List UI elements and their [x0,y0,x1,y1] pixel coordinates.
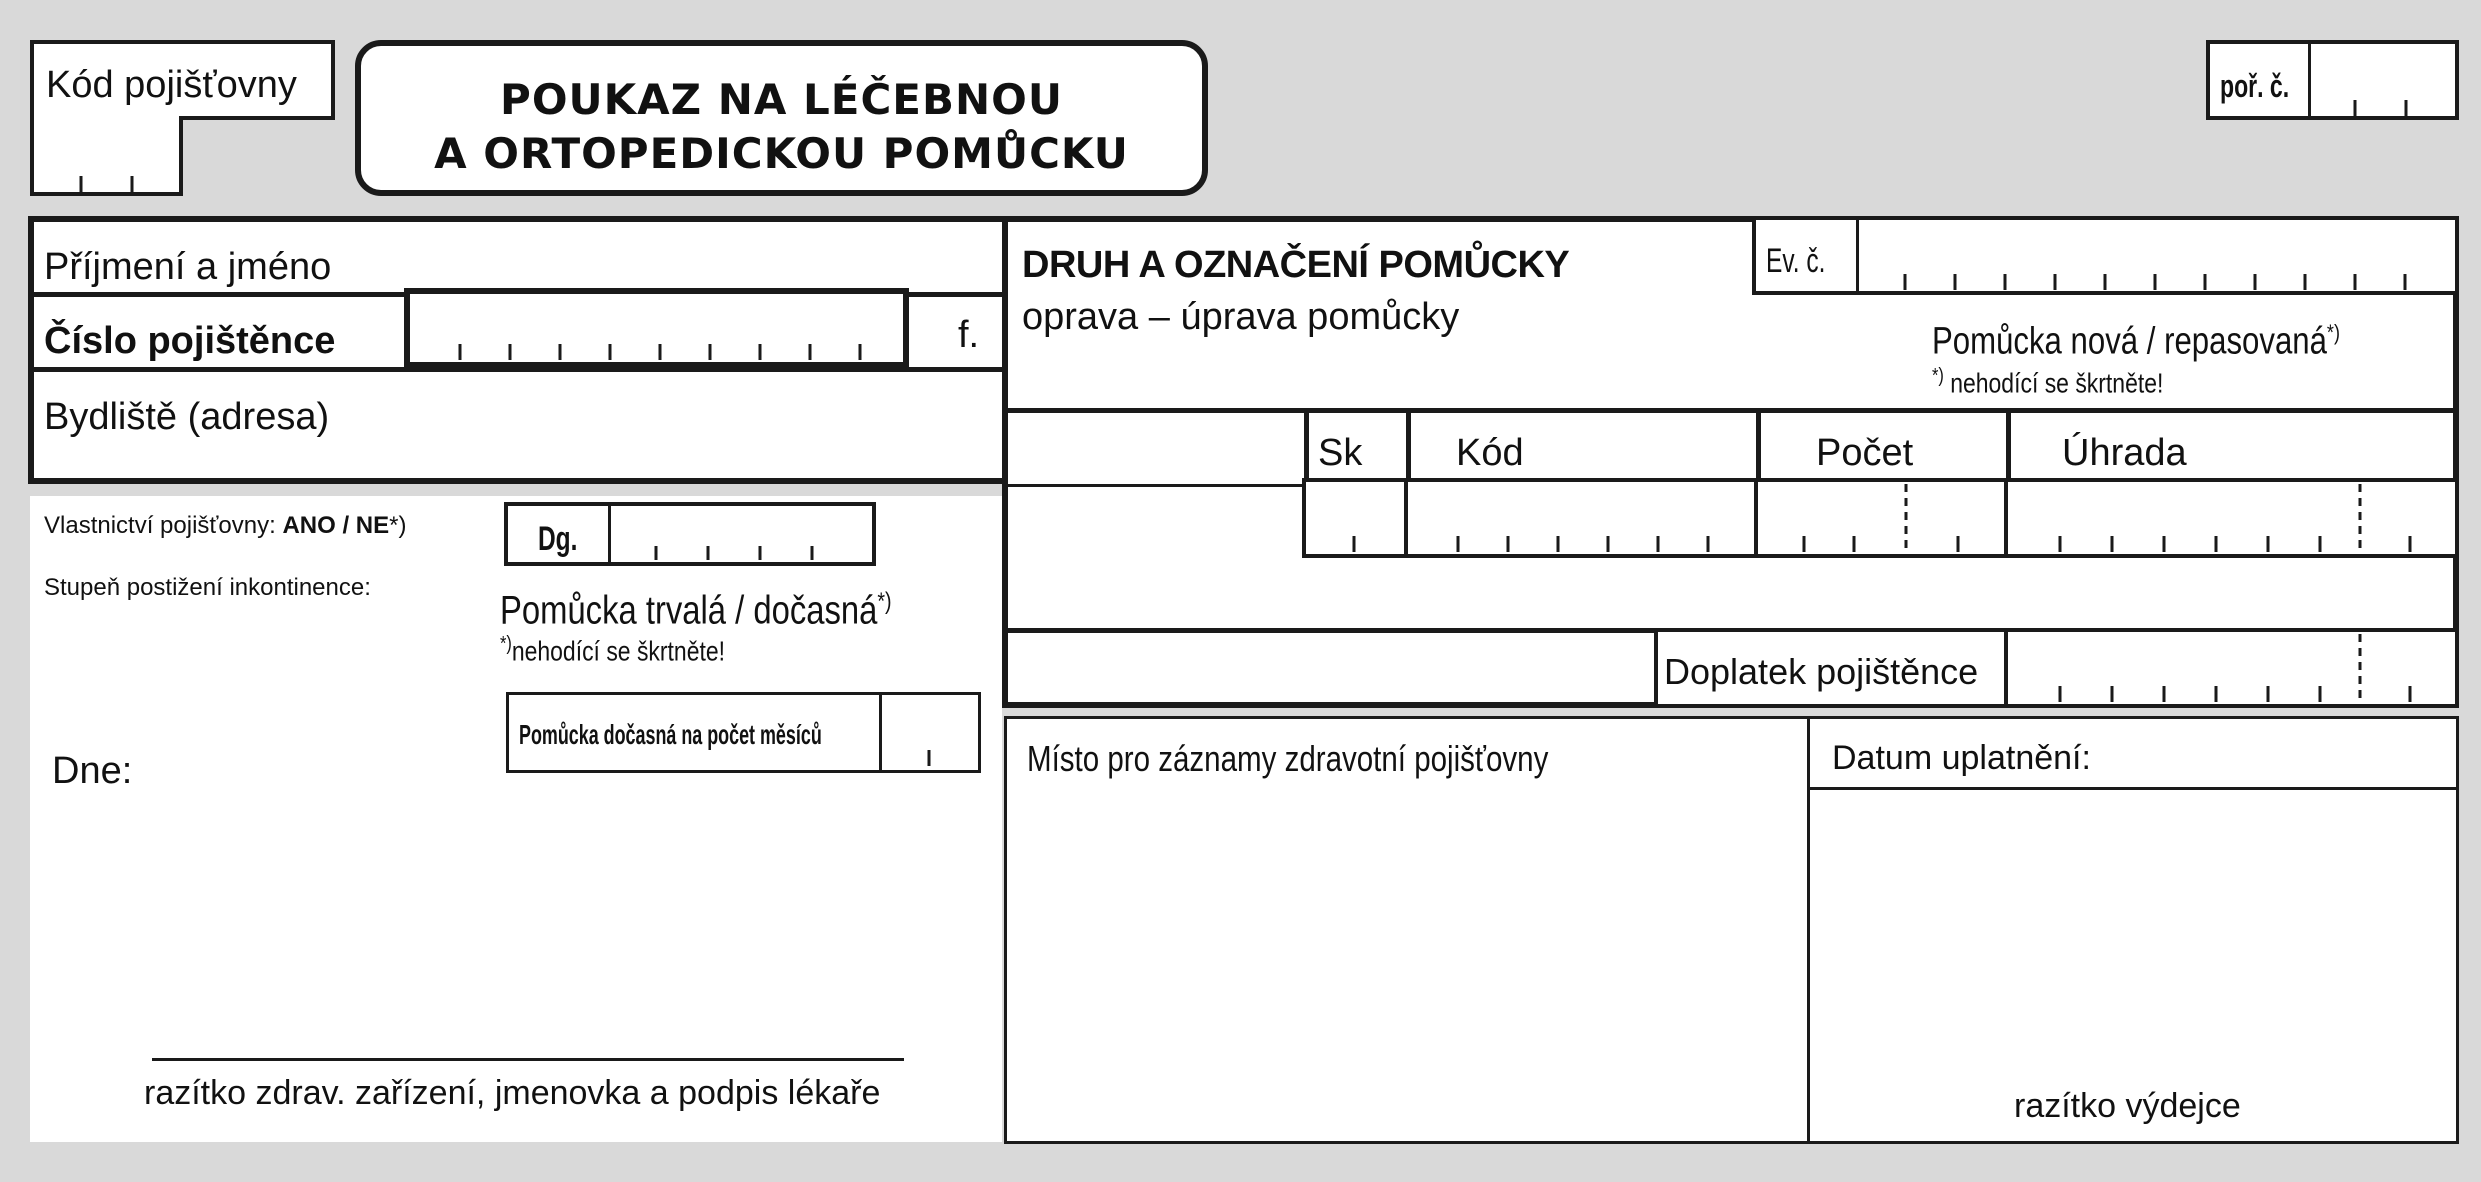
address-label: Bydliště (adresa) [44,396,330,438]
copay-ticks [2004,628,2459,708]
ownership-row [44,514,406,538]
form-title-line2: A ORTOPEDICKOU POMŮCKU [434,129,1129,178]
aid-type-note: *)nehodící se škrtněte! [500,633,726,667]
sk-ticks [1302,478,1408,558]
code-ticks [1404,478,1758,558]
claim-date-label: Datum uplatnění: [1832,739,2091,777]
count-ticks [1754,478,2008,558]
ownership-suffix: *) [389,512,407,539]
order-number-ticks [2304,40,2464,120]
signature-label: razítko zdrav. zařízení, jmenovka a podpis lékaře [144,1074,881,1112]
incontinence-label: Stupeň postižení inkontinence: [44,574,371,601]
dispenser-stamp-area[interactable] [1812,790,2452,1080]
dispenser-stamp-label: razítko výdejce [2014,1087,2241,1125]
date-field[interactable] [160,746,510,796]
ev-number-label: Ev. č. [1766,242,1826,280]
col-code-header: Kód [1456,432,1524,474]
insurer-code-label: Kód pojišťovny [46,64,297,106]
insurer-records-label: Místo pro záznamy zdravotní pojišťovny [1027,738,1549,779]
form-title-line1: POUKAZ NA LÉČEBNOU [500,75,1063,124]
insurer-code-label-box [30,40,335,120]
title-box [355,40,1208,196]
copay-label-box [1654,628,2008,708]
col-payment-header: Úhrada [2062,432,2187,474]
insurer-code-ticks [30,116,183,196]
ownership-label: Vlastnictví pojišťovny: [44,512,276,539]
aid-type-title: DRUH A OZNAČENÍ POMŮCKY [1022,244,1570,286]
f-label: f. [958,314,980,356]
diagnosis-ticks [604,502,874,566]
col-sk-header: Sk [1318,432,1363,474]
signature-area[interactable] [150,816,930,1056]
copay-label: Doplatek pojištěnce [1664,651,1979,692]
patient-name-field[interactable] [340,222,1000,286]
claim-date-field[interactable] [2120,720,2450,782]
doctor-section [30,496,1002,1142]
temp-months-label: Pomůcka dočasná na počet měsíců [519,719,822,750]
new-refurb-label[interactable]: Pomůcka nová / repasovaná*) [1932,320,2340,363]
f-field[interactable] [910,294,1006,366]
new-refurb-note: *) nehodící se škrtněte! [1932,365,2164,399]
col-count-header: Počet [1816,432,1914,474]
repair-label: oprava – úprava pomůcky [1022,296,1460,338]
diagnosis-label: Dg. [538,520,578,558]
payment-ticks [2004,478,2459,558]
ownership-options[interactable]: ANO / NE [282,512,390,539]
aid-type-label[interactable]: Pomůcka trvalá / dočasná*) [500,588,892,633]
ev-number-ticks [1855,216,2455,296]
signature-line [152,1058,904,1061]
temp-months-ticks [879,692,979,772]
address-field[interactable] [360,372,1006,478]
insured-number-label: Číslo pojištěnce [44,320,336,362]
date-label: Dne: [52,750,133,792]
insurer-records-field[interactable] [1010,780,1804,1138]
aid-type-field[interactable] [1008,330,1908,400]
insured-number-ticks [404,288,909,368]
patient-name-label: Příjmení a jméno [44,246,332,288]
order-number-label: poř. č. [2220,68,2290,104]
